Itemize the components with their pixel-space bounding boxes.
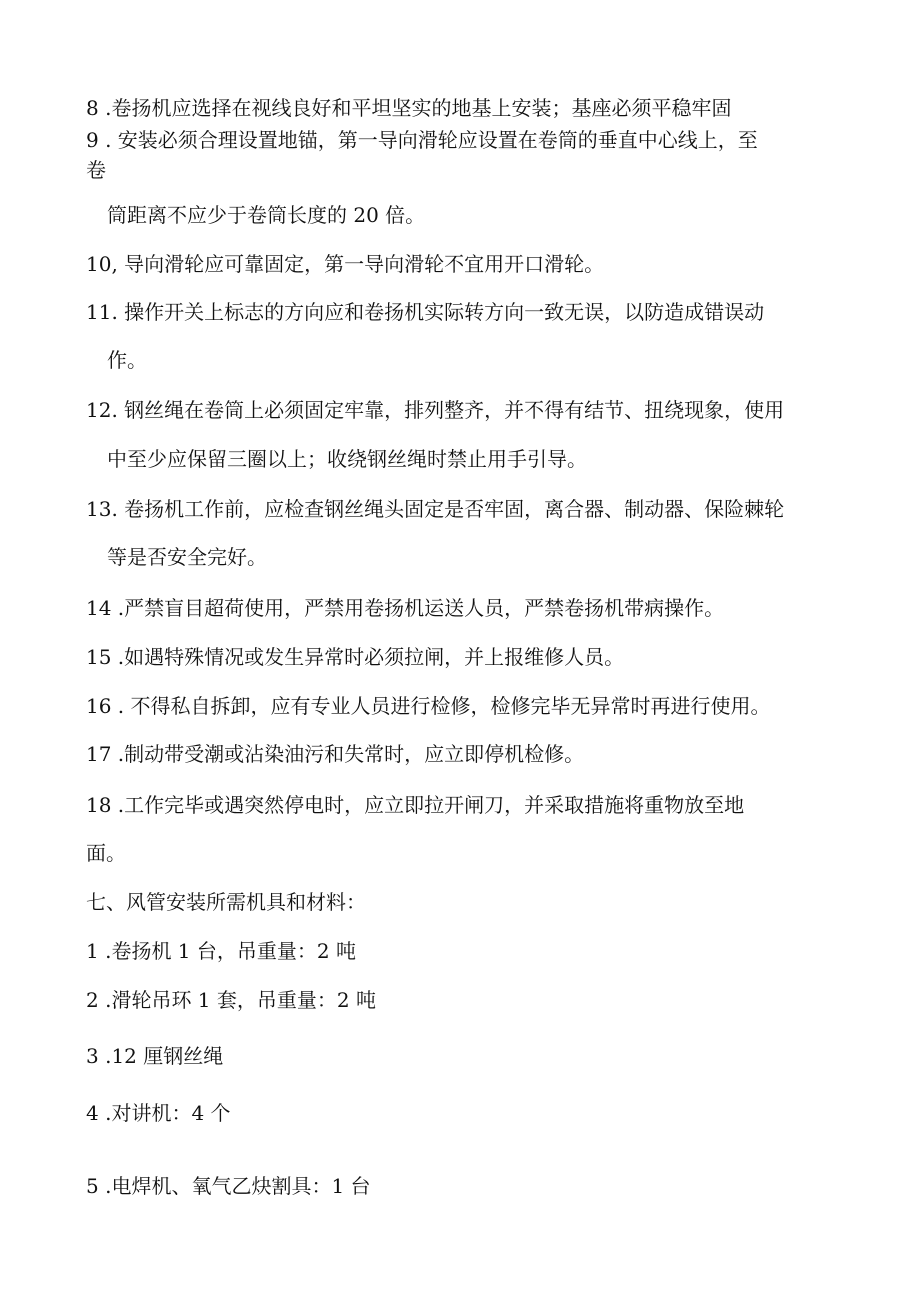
item-14: 14 .严禁盲目超荷使用，严禁用卷扬机运送人员，严禁卷扬机带病操作。	[86, 596, 725, 620]
item-11-continuation: 作。	[107, 348, 147, 372]
item-12-continuation: 中至少应保留三圈以上；收绕钢丝绳时禁止用手引导。	[107, 447, 587, 471]
item-13: 13. 卷扬机工作前，应检查钢丝绳头固定是否牢固，离合器、制动器、保险棘轮	[86, 497, 785, 521]
item-17: 17 .制动带受潮或沾染油污和失常时，应立即停机检修。	[86, 742, 585, 766]
item-18: 18 .工作完毕或遇突然停电时，应立即拉开闸刀，并采取措施将重物放至地	[86, 793, 745, 817]
item-9: 9 . 安装必须合理设置地锚，第一导向滑轮应设置在卷筒的垂直中心线上，至	[86, 128, 758, 152]
item-11: 11. 操作开关上标志的方向应和卷扬机实际转方向一致无误，以防造成错误动	[86, 300, 765, 324]
equipment-item-4: 4 .对讲机：4 个	[86, 1101, 231, 1125]
item-12: 12. 钢丝绳在卷筒上必须固定牢靠，排列整齐，并不得有结节、扭绕现象，使用	[86, 398, 785, 422]
item-13-continuation: 等是否安全完好。	[107, 545, 267, 569]
item-16: 16 . 不得私自拆卸，应有专业人员进行检修，检修完毕无异常时再进行使用。	[86, 694, 771, 718]
section-heading: 七、风管安装所需机具和材料：	[86, 890, 366, 914]
equipment-item-5: 5 .电焊机、氧气乙炔割具：1 台	[86, 1174, 371, 1198]
item-10: 10, 导向滑轮应可靠固定，第一导向滑轮不宜用开口滑轮。	[86, 252, 605, 276]
item-8: 8 .卷扬机应选择在视线良好和平坦坚实的地基上安装；基座必须平稳牢固	[86, 96, 732, 120]
item-9-continuation: 筒距离不应少于卷筒长度的 20 倍。	[107, 203, 426, 227]
equipment-item-2: 2 .滑轮吊环 1 套，吊重量：2 吨	[86, 988, 376, 1012]
item-15: 15 .如遇特殊情况或发生异常时必须拉闸，并上报维修人员。	[86, 645, 625, 669]
equipment-item-1: 1 .卷扬机 1 台，吊重量：2 吨	[86, 939, 356, 963]
item-18-continuation: 面。	[86, 841, 126, 865]
item-9-wrap: 卷	[86, 158, 106, 182]
equipment-item-3: 3 .12 厘钢丝绳	[86, 1044, 224, 1068]
